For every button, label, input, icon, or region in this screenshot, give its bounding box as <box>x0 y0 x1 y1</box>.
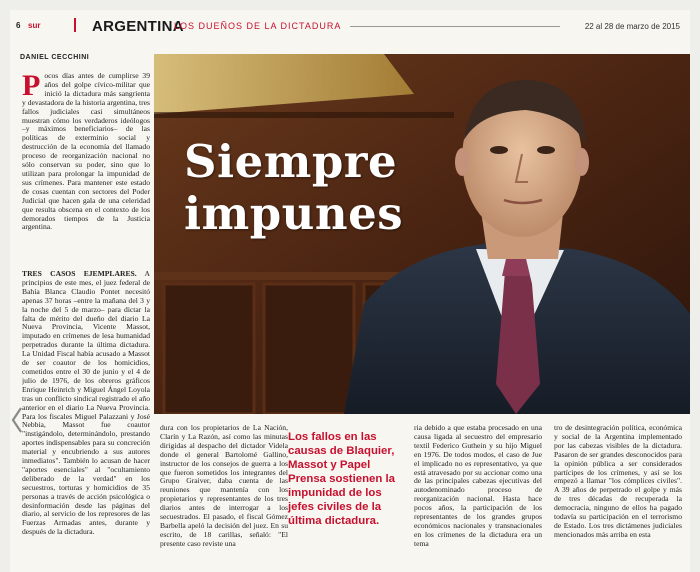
headline-line-2: impunes <box>184 187 404 240</box>
subhead-lead: TRES CASOS EJEMPLARES. <box>22 270 137 278</box>
page-number: 6 <box>16 21 21 30</box>
article-column-1-bottom <box>22 270 150 572</box>
headline-line-1: Siempre <box>184 135 398 188</box>
issue-date: 22 al 28 de marzo de 2015 <box>584 22 680 31</box>
article-paragraph: tro de desintegración política, económica y social de la Argentina implementado por las cabezas visibles de la dictadura. Pasaron de ser grandes desconocidos para la opinión pública a ser considerados partícipes de los crímenes, y así se los empezó a llamar "los cómplices civiles". A 39 años de perpetrado el golpe y más de tres décadas de recuperada la democracia, ninguno de ellos ha pagado todavía su participación en el terrorismo de Estado. Los tres dictámenes judiciales mencionados más arriba en esta <box>554 424 682 539</box>
byline: DANIEL CECCHINI <box>20 54 90 61</box>
article-paragraph: ocos días antes de cumplirse 39 años del golpe cívico-militar que inició la dictadura más sangrienta y devastadora de la historia argentina, tres fallos judiciales casi simultáneos muestran cómo los verdaderos ideólogos –y máximos beneficiarios– de las políticas de exterminio social y destrucción de la economía del llamado proceso de reorganización nacional no sólo conservan su poder, sino que lo utilizan para prolongar la impunidad de sus crímenes. Para mantener este estado de cosas cuentan con sectores del Poder Judicial que hacen gala de una celeridad que resulta obscena en el contexto de los demorados tiempos de la Justicia argentina. <box>22 72 150 232</box>
chevron-left-icon[interactable] <box>10 406 24 434</box>
header-rule <box>350 26 560 27</box>
article-paragraph: A principios de este mes, el juez federal de Bahía Blanca Claudio Pontet necesitó apenas 37 horas –entre la mañana del 3 y la noche del 5 de marzo– para dictar la falta de mérito del dueño del diario La Nueva Provincia, Vicente Massot, imputado en crímenes de lesa humanidad perpetrados durante la última dictadura. La Unidad Fiscal había acusado a Massot de ser coautor de los homicidios, cometidos entre el 30 de junio y el 4 de julio de 1976, de los obreros gráficos Enrique Heinrich y Miguel Ángel Loyola tras un conflicto sindical registrado el año anterior en el diario La Nueva Provincia. Para los fiscales Miguel Palazzani y José Nebbia, Massot fue coautor "instigándolo, determinándolo, prestando aportes indispensables para su concreción material y encubriendo a sus autores inmediatos". También lo acusan de hacer "aportes esenciales" al "ocultamiento deliberado de la verdad" en los secuestros, torturas y homicidios de 35 personas a través de acción psicológica o desinformación desde las páginas del diario, al servicio de los represores de las Fuerzas Armadas antes, durante y después de la dictadura. <box>22 270 150 537</box>
article-paragraph: ria debido a que estaba procesado en una causa ligada al secuestro del empresario textil Federico Guthein y su hijo Miguel en 1976. De todos modos, el caso de Jue el implicado no es representativo, ya que está atravesado por su accionar como una de las principales cabezas ejecutivas del autodenominado proceso de reorganización nacional. Hasta hace pocos años, la participación de los representantes de los grandes grupos económicos nacionales y transnacionales en los crímenes de la dictadura era un tema <box>414 424 542 548</box>
section-title: ARGENTINA <box>92 18 184 35</box>
publication-logo: sur <box>28 21 41 30</box>
headline <box>184 136 403 240</box>
article-paragraph: dura con los propietarios de La Nación, Clarín y La Razón, así como las minutas dirigidas al despacho del dictador Videla donde el general Bartolomé Gallino, instructor de los consejos de guerra a los que fueron sometidos los integrantes del Grupo Graiver, daba cuenta de las reuniones que mantenía con los propietarios y representantes de los tres diarios antes de interrogar a los secuestrados. El pasado, el fiscal Gómez Barbella apeló la decisión del juez. En su escrito, de 18 carillas, señaló: "El presente caso reviste una <box>160 424 288 548</box>
section-subtitle: LOS DUEÑOS DE LA DICTADURA <box>174 21 342 31</box>
header-divider <box>74 18 76 32</box>
drop-cap: P <box>22 72 41 102</box>
article-column-3 <box>414 424 542 572</box>
article-column-1-top <box>22 72 150 264</box>
page-header <box>10 10 690 40</box>
pull-quote: Los fallos en las causas de Blaquier, Massot y Papel Prensa sostienen la impunidad de los jefes civiles de la última dictadura. <box>288 431 395 527</box>
article-column-4 <box>554 424 682 572</box>
article-column-2 <box>160 424 288 572</box>
newspaper-page <box>10 10 690 572</box>
